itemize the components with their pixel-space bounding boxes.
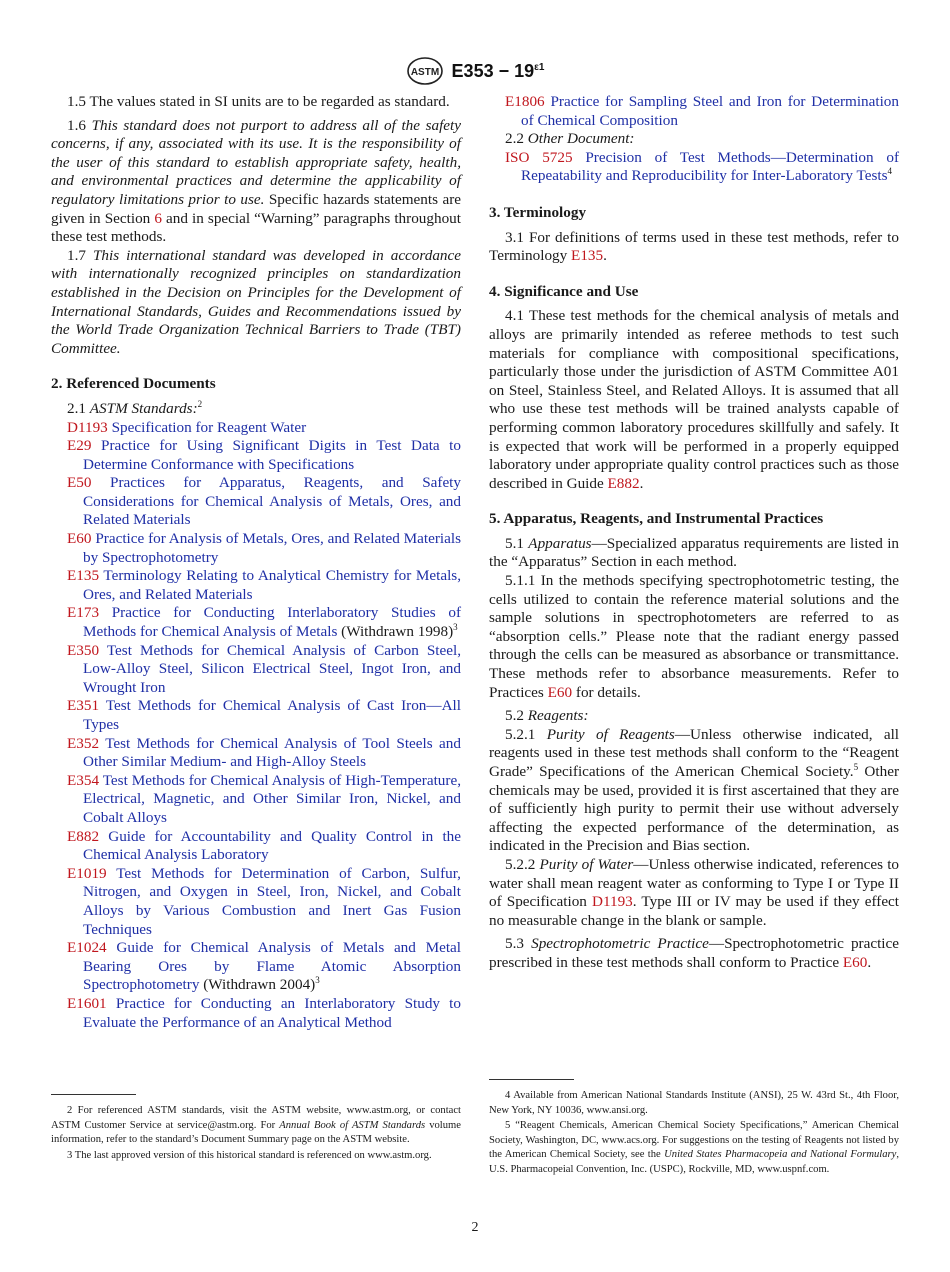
ref-e29[interactable]: E29 Practice for Using Significant Digits in Test Data to Determine Conformance with Specifications [67, 437, 461, 473]
para-1-7: 1.7 This international standard was developed in accordance with internationally recognized principles on standardization established in the Decision on Principles for the Development of International Standards, Guides and Recommendations issued by the World Trade Organization Technical Barriers to Trade (TBT) Committee. [51, 246, 462, 357]
ref-e173[interactable]: E173 Practice for Conducting Interlaboratory Studies of Methods for Chemical Analysis of Metals (Withdrawn 1998)$^3$ [67, 604, 461, 641]
astm-logo-icon [406, 56, 444, 86]
para-5-3: 5.3 Spectrophotometric Practice—Spectrophotometric practice prescribed in these test methods shall conform to Practice E60. [489, 935, 900, 971]
footnote-5: 5 “Reagent Chemicals, American Chemical Society Specifications,” American Chemical Society, Washington, DC, www.acs.org. For suggestions on the testing of Reagents not listed by the American Chemical Society, see the United States Pharmacopeia and National Formulary, U.S. Pharmacopeial Convention, Inc. (USPC), Rockville, MD, www.uspnf.com. [489, 1120, 899, 1175]
right-column [489, 93, 899, 973]
footnote-rule-left [51, 1094, 136, 1095]
footnotes-right [489, 1089, 899, 1179]
para-1-6: 1.6 This standard does not purport to address all of the safety concerns, if any, associated with its use. It is the responsibility of the user of this standard to establish appropriate safety, health, and environmental practices and determine the applicability of regulatory limitations prior to use. Specific hazards statements are given in Section 6 and in special “Warning” paragraphs throughout these test methods. [51, 116, 462, 246]
link-e60-practice[interactable]: E60 [842, 953, 868, 971]
footnote-4: 4 Available from American National Standards Institute (ANSI), 25 W. 43rd St., 4th Floor, New York, NY 10036, www.ansi.org. [489, 1090, 899, 1116]
section-5-heading: 5. Apparatus, Reagents, and Instrumental Practices [489, 510, 824, 528]
ref-iso-5725[interactable]: ISO 5725 Precision of Test Methods—Determination of Repeatability and Reproducibility for Inter-Laboratory Tests$^4$ [505, 148, 900, 185]
para-5-2-2: 5.2.2 Purity of Water—Unless otherwise indicated, references to water shall mean reagent water as conforming to Type I or Type II of Specification D1193. Type III or IV may be used if they effect no measurable change in the blank or sample. [489, 855, 900, 929]
ref-e1019[interactable]: E1019 Test Methods for Determination of Carbon, Sulfur, Nitrogen, and Oxygen in Steel, Iron, Nickel, and Cobalt Alloys by Various Combustion and Inert Gas Fusion Techniques [67, 864, 461, 938]
link-e135[interactable]: E135 [571, 247, 604, 265]
ref-e882[interactable]: E882 Guide for Accountability and Quality Control in the Chemical Analysis Laboratory [67, 827, 461, 864]
para-5-2: 5.2 Reagents: [505, 707, 589, 725]
ref-e50[interactable]: E50 Practices for Apparatus, Reagents, and Safety Considerations for Chemical Analysis of Metals, Ores, and Related Materials [67, 474, 461, 529]
link-d1193[interactable]: D1193 [592, 893, 633, 911]
ref-e60[interactable]: E60 Practice for Analysis of Metals, Ores, and Related Materials by Spectrophotometry [67, 530, 462, 566]
para-5-1-1: 5.1.1 In the methods specifying spectrophotometric testing, the cells utilized to contain the reference material solutions and the sample solutions in spectrophotometers are referred to as “absorption cells.” Please note that the radiant energy passed through the cells can be measured as absorbance or transmittance. These methods refer to absorbance measurements. Refer to Practices E60 for details. [489, 572, 899, 701]
link-e882[interactable]: E882 [607, 474, 640, 492]
link-e60[interactable]: E60 [547, 683, 573, 701]
ref-d1193[interactable]: D1193 Specification for Reagent Water [67, 418, 307, 436]
left-column [51, 93, 461, 1032]
ref-e135[interactable]: E135 Terminology Relating to Analytical Chemistry for Metals, Ores, and Related Materials [67, 567, 461, 603]
para-5-2-1: 5.2.1 Purity of Reagents—Unless otherwise indicated, all reagents used in these test methods shall conform to the “Reagent Grade” Specifications of the American Chemical Society.$^5$ Other chemicals may be used, provided it is first ascertained that they are of sufficiently high purity to permit their use without adversely affecting the expected performance of the determination, as indicated in the Precision and Bias section. [489, 725, 900, 855]
para-5-1: 5.1 Apparatus—Specialized apparatus requirements are listed in the “Apparatus” Section in each method. [489, 534, 900, 571]
ref-e1806[interactable]: E1806 Practice for Sampling Steel and Iron for Determination of Chemical Composition [505, 93, 899, 129]
section-2-heading: 2. Referenced Documents [51, 375, 216, 393]
designation-superscript: ε1 [534, 61, 545, 73]
footnote-2: 2 For referenced ASTM standards, visit the ASTM website, www.astm.org, or contact ASTM Customer Service at service@astm.org. For Annual Book of ASTM Standards volume information, refer to the standard’s Document Summary page on the ASTM website. [51, 1105, 461, 1146]
para-2-1: 2.1 ASTM Standards:$^2$ [67, 398, 203, 417]
ref-e1601[interactable]: E1601 Practice for Conducting an Interlaboratory Study to Evaluate the Performance of an Analytical Method [67, 994, 461, 1031]
standard-designation: $E353 - 19^{\varepsilon 1}$ [451, 60, 545, 81]
footnote-3: 3 The last approved version of this historical standard is referenced on www.astm.org. [67, 1149, 432, 1161]
footnotes-left [51, 1104, 461, 1164]
section-4-heading: 4. Significance and Use [489, 282, 639, 300]
ref-e1024[interactable]: E1024 Guide for Chemical Analysis of Metals and Metal Bearing Ores by Flame Atomic Absorption Spectrophotometry (Withdrawn 2004)$^3$ [67, 939, 462, 994]
referenced-standards-list [51, 419, 461, 1033]
ref-e350[interactable]: E350 Test Methods for Chemical Analysis of Carbon Steel, Low-Alloy Steel, Silicon Electrical Steel, Ingot Iron, and Wrought Iron [67, 641, 461, 696]
footnote-rule-right [489, 1079, 574, 1080]
para-3-1: 3.1 For definitions of terms used in these test methods, refer to Terminology E135. [489, 228, 899, 265]
ref-e352[interactable]: E352 Test Methods for Chemical Analysis of Tool Steels and Other Similar Medium- and High-Alloy Steels [67, 734, 461, 771]
link-section-6[interactable]: 6 [154, 209, 162, 227]
para-4-1: 4.1 These test methods for the chemical analysis of metals and alloys are primarily intended as referee methods to test such materials for compliance with compositional specifications, particularly those under the jurisdiction of ASTM Committee A01 on Steel, Stainless Steel, and Related Alloys. It is assumed that all who use these test methods will be trained analysts capable of performing common laboratory procedures skillfully and safely. It is expected that work will be performed in a properly equipped laboratory under appropriate quality control practices such as those described in Guide E882. [489, 307, 899, 492]
svg-text:ASTM: ASTM [410, 67, 439, 78]
ref-e351[interactable]: E351 Test Methods for Chemical Analysis of Cast Iron—All Types [67, 697, 461, 733]
para-2-2: 2.2 Other Document: [505, 130, 635, 148]
page-header [0, 56, 950, 86]
page-number: 2 [471, 1220, 479, 1235]
ref-e354[interactable]: E354 Test Methods for Chemical Analysis of High-Temperature, Electrical, Magnetic, and Other Similar Iron, Nickel, and Cobalt Alloys [67, 771, 461, 826]
para-1-5: 1.5 The values stated in SI units are to be regarded as standard. [67, 93, 450, 110]
section-3-heading: 3. Terminology [489, 203, 587, 221]
